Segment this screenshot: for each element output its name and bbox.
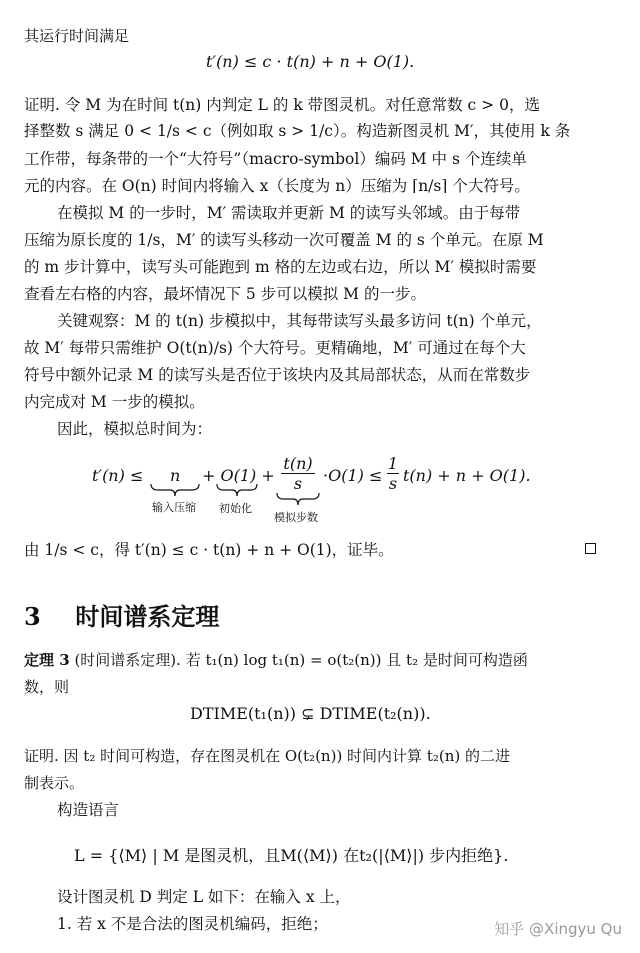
language-definition: L = {⟨M⟩ | M 是图灵机，且M(⟨M⟩) 在t₂(|⟨M⟩|) 步内拒绝}. (74, 846, 509, 865)
underbrace-2 (216, 483, 258, 497)
proof2-line-5: 1. 若 x 不是合法的图灵机编码，拒绝； (57, 915, 328, 933)
eq2-term-n: n (170, 466, 181, 485)
section-number: 3 (24, 602, 41, 631)
eq2-frac-den: s (293, 474, 303, 493)
theorem-label: 定理 3 (24, 651, 70, 669)
proof2-line-4: 设计图灵机 D 判定 L 如下：在输入 x 上， (57, 888, 351, 906)
equation-runtime: t′(n) ≤ c · t(n) + n + O(1). (206, 52, 415, 71)
eq2-term-sim: ·O(1) ≤ (323, 466, 383, 485)
zhihu-watermark: 知乎 @Xingyu Qu (494, 920, 622, 938)
eq2-frac-num: t(n) (281, 455, 315, 474)
theorem-name: (时间谱系定理). (74, 651, 181, 669)
section-title: 时间谱系定理 (75, 602, 220, 631)
proof1-line-8: 查看左右格的内容，最坏情况下 5 步可以模拟 M 的一步。 (24, 285, 426, 303)
proof1-line-6: 压缩为原长度的 1/s，M′ 的读写头移动一次可覆盖 M 的 s 个单元。在原 M (24, 231, 544, 249)
proof1-line-12: 内完成对 M 一步的模拟。 (24, 393, 205, 411)
proof1-line-4: 元的内容。在 O(n) 时间内将输入 x（长度为 n）压缩为 ⌈n/s⌉ 个大符号。 (24, 177, 530, 195)
qed-square (585, 543, 596, 554)
proof1-line-13: 因此，模拟总时间为： (57, 420, 213, 438)
proof1-conclusion: 由 1/s < c，得 t′(n) ≤ c · t(n) + n + O(1)，证毕。 (24, 541, 394, 559)
proof2-line-3: 构造语言 (57, 801, 120, 819)
proof1-line-2: 择整数 s 满足 0 < 1/s < c（例如取 s > 1/c）。构造新图灵机 M′，其使用 k 条 (24, 122, 571, 140)
proof1-line-5: 在模拟 M 的一步时，M′ 需读取并更新 M 的读写头邻域。由于每带 (57, 204, 521, 222)
eq2-frac2-den: s (388, 474, 398, 493)
underbrace-label-2: 初始化 (219, 502, 252, 515)
eq2-lhs: t′(n) ≤ (92, 466, 144, 485)
theorem-line-2: 数，则 (24, 678, 70, 696)
proof1-line-3: 工作带，每条带的一个“大符号”（macro-symbol）编码 M 中 s 个连续单 (24, 150, 527, 168)
proof2-line-1: 证明. 因 t₂ 时间可构造，存在图灵机在 O(t₂(n)) 时间内计算 t₂(n) 的二进 (24, 747, 511, 765)
proof1-line-10: 故 M′ 每带只需维护 O(t(n)/s) 个大符号。更精确地，M′ 可通过在每个大 (24, 339, 526, 357)
underbrace-3 (276, 492, 320, 506)
theorem-line-1 (24, 650, 528, 670)
proof1-line-11: 符号中额外记录 M 的读写头是否位于该块内及其局部状态，从而在常数步 (24, 366, 531, 384)
proof1-line-9: 关键观察：M 的 t(n) 步模拟中，其每带读写头最多访问 t(n) 个单元， (57, 312, 542, 330)
underbrace-label-1: 输入压缩 (152, 501, 196, 514)
underbrace-1 (150, 483, 200, 497)
proof2-line-2: 制表示。 (24, 774, 85, 792)
eq2-term-init: + O(1) + (202, 466, 275, 485)
theorem-equation: DTIME(t₁(n)) ⊊ DTIME(t₂(n)). (190, 704, 431, 723)
eq2-frac2-num: 1 (387, 454, 399, 473)
underbrace-label-3: 模拟步数 (274, 511, 318, 524)
intro-text: 其运行时间满足 (24, 27, 130, 45)
eq2-term-result: t(n) + n + O(1). (403, 466, 531, 485)
proof1-line-1: 证明. 令 M 为在时间 t(n) 内判定 L 的 k 带图灵机。对任意常数 c > 0，选 (24, 96, 540, 114)
proof1-line-7: 的 m 步计算中，读写头可能跑到 m 格的左边或右边，所以 M′ 模拟时需要 (24, 258, 537, 276)
section-heading (24, 597, 219, 632)
theorem-statement: 若 t₁(n) log t₁(n) = o(t₂(n)) 且 t₂ 是时间可构造函 (185, 651, 528, 669)
